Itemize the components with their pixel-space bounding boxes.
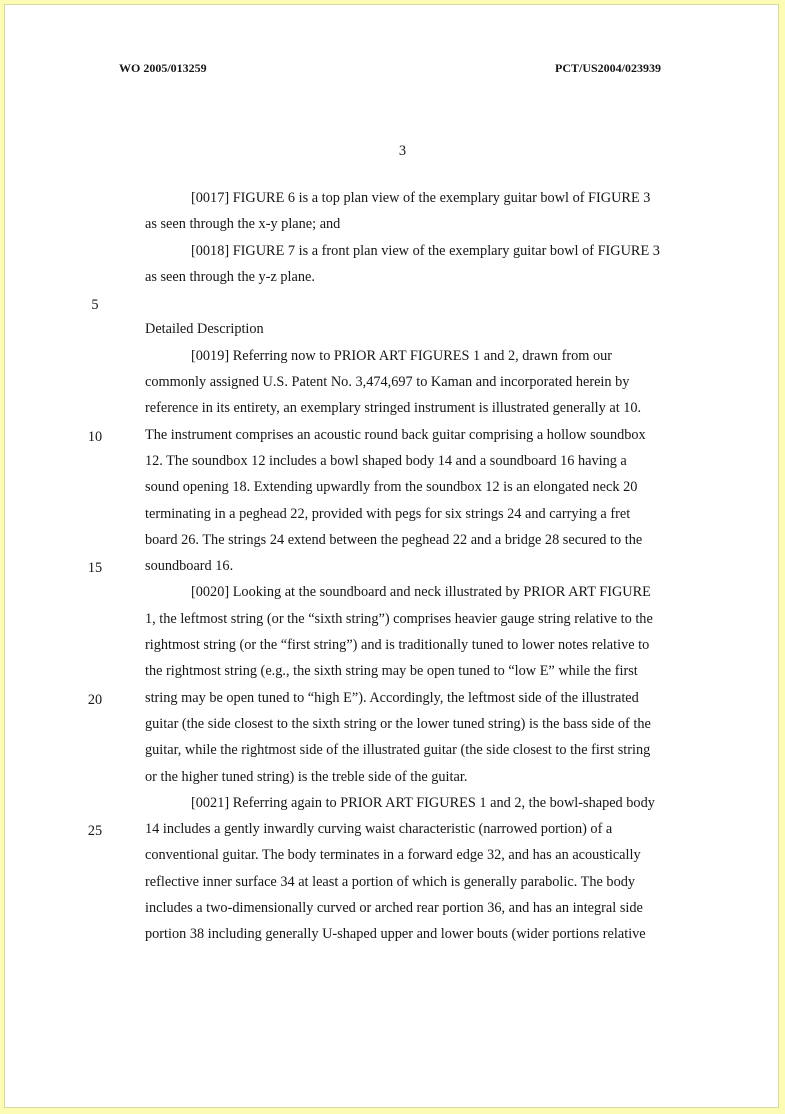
text-line: [0021] Referring again to PRIOR ART FIGURES 1 and 2, the bowl-shaped body (191, 794, 655, 811)
text-line: the rightmost string (e.g., the sixth string may be open tuned to “low E” while the first (145, 663, 638, 680)
publication-number: WO 2005/013259 (119, 61, 207, 75)
text-line: [0019] Referring now to PRIOR ART FIGURES 1 and 2, drawn from our (191, 347, 612, 364)
text-line: 14 includes a gently inwardly curving waist characteristic (narrowed portion) of a (145, 821, 613, 838)
document-page (4, 4, 779, 1108)
line-number: 5 (91, 297, 99, 313)
text-line: 12. The soundbox 12 includes a bowl shaped body 14 and a soundboard 16 having a (145, 452, 627, 469)
text-line: includes a two-dimensionally curved or arched rear portion 36, and has an integral side (145, 900, 643, 917)
text-line: rightmost string (or the “first string”) and is traditionally tuned to lower notes relative to (145, 637, 650, 654)
line-number: 15 (87, 560, 103, 576)
text-line: sound opening 18. Extending upwardly from the soundbox 12 is an elongated neck 20 (145, 479, 638, 496)
text-line: guitar, while the rightmost side of the illustrated guitar (the side closest to the first string (145, 742, 651, 759)
text-line: conventional guitar. The body terminates in a forward edge 32, and has an acoustically (145, 847, 641, 864)
line-number: 20 (87, 692, 103, 708)
text-line: [0018] FIGURE 7 is a front plan view of the exemplary guitar bowl of FIGURE 3 (191, 242, 660, 259)
text-line: reflective inner surface 34 at least a portion of which is generally parabolic. The body (145, 873, 636, 890)
text-line: The instrument comprises an acoustic round back guitar comprising a hollow soundbox (145, 426, 646, 443)
text-line: as seen through the y-z plane. (145, 268, 315, 285)
text-line: string may be open tuned to “high E”). Accordingly, the leftmost side of the illustrated (145, 689, 639, 706)
text-line: terminating in a peghead 22, provided with pegs for six strings 24 and carrying a fret (145, 505, 631, 522)
body-text (145, 185, 705, 948)
text-line: [0020] Looking at the soundboard and neck illustrated by PRIOR ART FIGURE (191, 584, 651, 601)
text-line: board 26. The strings 24 extend between the peghead 22 and a bridge 28 secured to the (145, 531, 643, 548)
application-number: PCT/US2004/023939 (555, 61, 662, 75)
section-heading: Detailed Description (145, 321, 264, 338)
text-line: guitar (the side closest to the sixth string or the lower tuned string) is the bass side of the (145, 715, 651, 732)
text-line: 1, the leftmost string (or the “sixth string”) comprises heavier gauge string relative to the (145, 610, 653, 627)
line-number: 25 (87, 823, 103, 839)
text-line: as seen through the x-y plane; and (145, 216, 341, 233)
text-line: [0017] FIGURE 6 is a top plan view of the exemplary guitar bowl of FIGURE 3 (191, 190, 651, 206)
text-line: portion 38 including generally U-shaped upper and lower bouts (wider portions relative (145, 926, 646, 943)
text-line (145, 290, 705, 316)
line-number: 10 (87, 429, 103, 445)
text-line: reference in its entirety, an exemplary stringed instrument is illustrated generally at 10. (145, 400, 642, 417)
page-number: 3 (398, 143, 407, 159)
text-line: or the higher tuned string) is the treble side of the guitar. (145, 768, 468, 785)
text-line: soundboard 16. (145, 558, 234, 575)
text-line: commonly assigned U.S. Patent No. 3,474,697 to Kaman and incorporated herein by (145, 374, 630, 391)
